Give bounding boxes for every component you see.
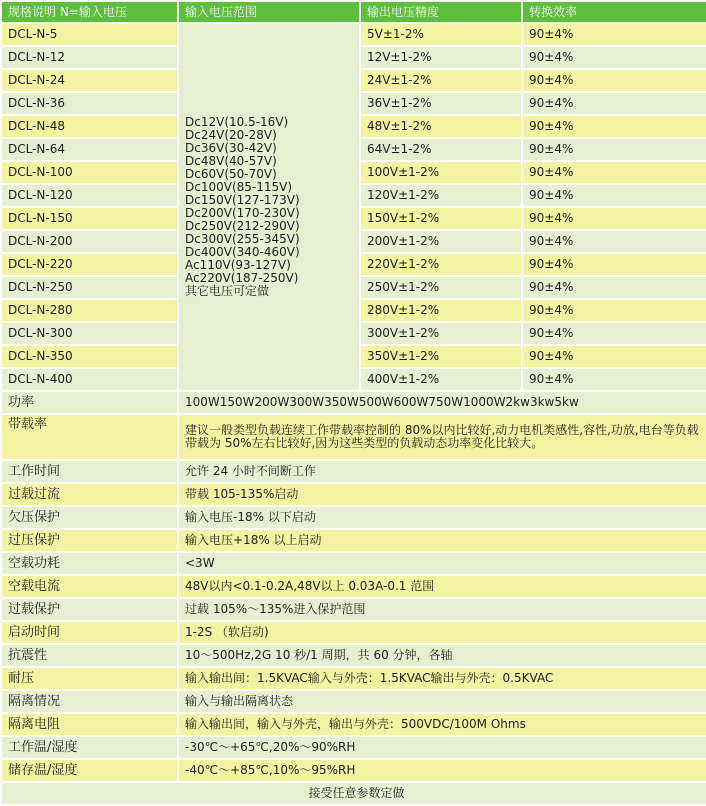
output-accuracy: 250V±1-2% bbox=[361, 277, 521, 298]
spec-row-power bbox=[2, 392, 706, 413]
spec-value: 输入输出间，输入与外壳，输出与外壳：500VDC/100M Ohms bbox=[179, 714, 706, 735]
model-name: DCL-N-24 bbox=[2, 70, 177, 91]
footer-note: 接受任意参数定做 bbox=[2, 783, 706, 804]
spec-value: 建议一般类型负载连续工作带载率控制的 80%以内比较好,动力电机类感性,容性,功放,电台等负载带载为 50%左右比较好,因为这些类型的负载动态功率变化比较大。 bbox=[179, 415, 706, 459]
spec-row-load-rate bbox=[2, 415, 706, 459]
spec-value: 带载 105-135%启动 bbox=[179, 484, 706, 505]
spec-label: 空载功耗 bbox=[2, 553, 177, 574]
model-name: DCL-N-100 bbox=[2, 162, 177, 183]
spec-row-storage-temp bbox=[2, 760, 706, 781]
input-range-item: Dc100V(85-115V) bbox=[185, 180, 293, 194]
spec-label: 储存温/湿度 bbox=[2, 760, 177, 781]
input-range-item: Dc150V(127-173V) bbox=[185, 193, 300, 207]
spec-row-noload-current bbox=[2, 576, 706, 597]
input-range-item: Dc24V(20-28V) bbox=[185, 128, 277, 142]
model-name: DCL-N-280 bbox=[2, 300, 177, 321]
input-range-cell bbox=[179, 24, 359, 390]
spec-row-isolation-resistance bbox=[2, 714, 706, 735]
spec-label: 空载电流 bbox=[2, 576, 177, 597]
spec-value: 输入电压+18% 以上启动 bbox=[179, 530, 706, 551]
output-accuracy: 150V±1-2% bbox=[361, 208, 521, 229]
header-input-range: 输入电压范围 bbox=[179, 2, 359, 22]
efficiency: 90±4% bbox=[523, 346, 706, 367]
spec-label: 过压保护 bbox=[2, 530, 177, 551]
input-range-item: Ac220V(187-250V) bbox=[185, 271, 299, 285]
model-name: DCL-N-250 bbox=[2, 277, 177, 298]
output-accuracy: 220V±1-2% bbox=[361, 254, 521, 275]
spec-value: 1-2S （软启动) bbox=[179, 622, 706, 643]
efficiency: 90±4% bbox=[523, 139, 706, 160]
output-accuracy: 200V±1-2% bbox=[361, 231, 521, 252]
spec-value: -30℃～+65℃,20%～90%RH bbox=[179, 737, 706, 758]
header-efficiency: 转换效率 bbox=[523, 2, 706, 22]
spec-value: <3W bbox=[179, 553, 706, 574]
model-name: DCL-N-36 bbox=[2, 93, 177, 114]
output-accuracy: 5V±1-2% bbox=[361, 24, 521, 45]
input-range-item: Dc400V(340-460V) bbox=[185, 245, 300, 259]
spec-value: 48V以内<0.1-0.2A,48V以上 0.03A-0.1 范围 bbox=[179, 576, 706, 597]
output-accuracy: 36V±1-2% bbox=[361, 93, 521, 114]
spec-label: 隔离情况 bbox=[2, 691, 177, 712]
output-accuracy: 64V±1-2% bbox=[361, 139, 521, 160]
efficiency: 90±4% bbox=[523, 231, 706, 252]
output-accuracy: 400V±1-2% bbox=[361, 369, 521, 390]
model-name: DCL-N-48 bbox=[2, 116, 177, 137]
efficiency: 90±4% bbox=[523, 162, 706, 183]
efficiency: 90±4% bbox=[523, 70, 706, 91]
spec-label: 抗震性 bbox=[2, 645, 177, 666]
spec-row-work-time bbox=[2, 461, 706, 482]
spec-label: 工作温/湿度 bbox=[2, 737, 177, 758]
spec-label: 功率 bbox=[2, 392, 177, 413]
efficiency: 90±4% bbox=[523, 369, 706, 390]
model-name: DCL-N-150 bbox=[2, 208, 177, 229]
output-accuracy: 280V±1-2% bbox=[361, 300, 521, 321]
input-range-item: Ac110V(93-127V) bbox=[185, 258, 291, 272]
input-range-item: 其它电压可定做 bbox=[185, 284, 270, 298]
spec-label: 隔离电阻 bbox=[2, 714, 177, 735]
model-name: DCL-N-220 bbox=[2, 254, 177, 275]
output-accuracy: 24V±1-2% bbox=[361, 70, 521, 91]
spec-value: 100W150W200W300W350W500W600W750W1000W2kw3kw5kw bbox=[179, 392, 706, 413]
spec-label: 启动时间 bbox=[2, 622, 177, 643]
efficiency: 90±4% bbox=[523, 24, 706, 45]
model-name: DCL-N-120 bbox=[2, 185, 177, 206]
spec-label: 过载保护 bbox=[2, 599, 177, 620]
input-range-item: Dc12V(10.5-16V) bbox=[185, 115, 289, 129]
input-range-item: Dc48V(40-57V) bbox=[185, 154, 277, 168]
output-accuracy: 120V±1-2% bbox=[361, 185, 521, 206]
footer-row bbox=[2, 783, 706, 804]
spec-label: 过载过流 bbox=[2, 484, 177, 505]
spec-row-overload-protection bbox=[2, 599, 706, 620]
output-accuracy: 12V±1-2% bbox=[361, 47, 521, 68]
output-accuracy: 100V±1-2% bbox=[361, 162, 521, 183]
efficiency: 90±4% bbox=[523, 300, 706, 321]
spec-value: 10～500Hz,2G 10 秒/1 周期，共 60 分钟，各轴 bbox=[179, 645, 706, 666]
model-name: DCL-N-12 bbox=[2, 47, 177, 68]
spec-row-overvoltage bbox=[2, 530, 706, 551]
input-range-item: Dc36V(30-42V) bbox=[185, 141, 277, 155]
spec-label: 欠压保护 bbox=[2, 507, 177, 528]
spec-row-vibration bbox=[2, 645, 706, 666]
spec-value: -40℃～+85℃,10%～95%RH bbox=[179, 760, 706, 781]
output-accuracy: 300V±1-2% bbox=[361, 323, 521, 344]
model-row bbox=[2, 24, 706, 45]
header-row bbox=[2, 2, 706, 22]
efficiency: 90±4% bbox=[523, 116, 706, 137]
spec-row-undervoltage bbox=[2, 507, 706, 528]
spec-value: 允许 24 小时不间断工作 bbox=[179, 461, 706, 482]
efficiency: 90±4% bbox=[523, 254, 706, 275]
input-range-item: Dc300V(255-345V) bbox=[185, 232, 300, 246]
efficiency: 90±4% bbox=[523, 47, 706, 68]
header-model: 规格说明 N=输入电压 bbox=[2, 2, 177, 22]
efficiency: 90±4% bbox=[523, 277, 706, 298]
efficiency: 90±4% bbox=[523, 208, 706, 229]
spec-value: 过载 105%～135%进入保护范围 bbox=[179, 599, 706, 620]
spec-row-overload-current bbox=[2, 484, 706, 505]
spec-label: 耐压 bbox=[2, 668, 177, 689]
spec-row-startup-time bbox=[2, 622, 706, 643]
input-range-item: Dc250V(212-290V) bbox=[185, 219, 300, 233]
model-name: DCL-N-64 bbox=[2, 139, 177, 160]
output-accuracy: 350V±1-2% bbox=[361, 346, 521, 367]
spec-label: 带载率 bbox=[2, 415, 177, 459]
spec-value: 输入电压-18% 以下启动 bbox=[179, 507, 706, 528]
model-name: DCL-N-200 bbox=[2, 231, 177, 252]
spec-row-noload-power bbox=[2, 553, 706, 574]
output-accuracy: 48V±1-2% bbox=[361, 116, 521, 137]
model-name: DCL-N-300 bbox=[2, 323, 177, 344]
spec-label: 工作时间 bbox=[2, 461, 177, 482]
model-name: DCL-N-350 bbox=[2, 346, 177, 367]
efficiency: 90±4% bbox=[523, 323, 706, 344]
header-output-accuracy: 输出电压精度 bbox=[361, 2, 521, 22]
model-name: DCL-N-5 bbox=[2, 24, 177, 45]
spec-row-isolation bbox=[2, 691, 706, 712]
input-range-item: Dc200V(170-230V) bbox=[185, 206, 300, 220]
spec-row-withstand-voltage bbox=[2, 668, 706, 689]
spec-row-operating-temp bbox=[2, 737, 706, 758]
spec-value: 输入与输出隔离状态 bbox=[179, 691, 706, 712]
spec-value: 输入输出间：1.5KVAC输入与外壳：1.5KVAC输出与外壳：0.5KVAC bbox=[179, 668, 706, 689]
model-name: DCL-N-400 bbox=[2, 369, 177, 390]
input-range-item: Dc60V(50-70V) bbox=[185, 167, 277, 181]
efficiency: 90±4% bbox=[523, 185, 706, 206]
efficiency: 90±4% bbox=[523, 93, 706, 114]
